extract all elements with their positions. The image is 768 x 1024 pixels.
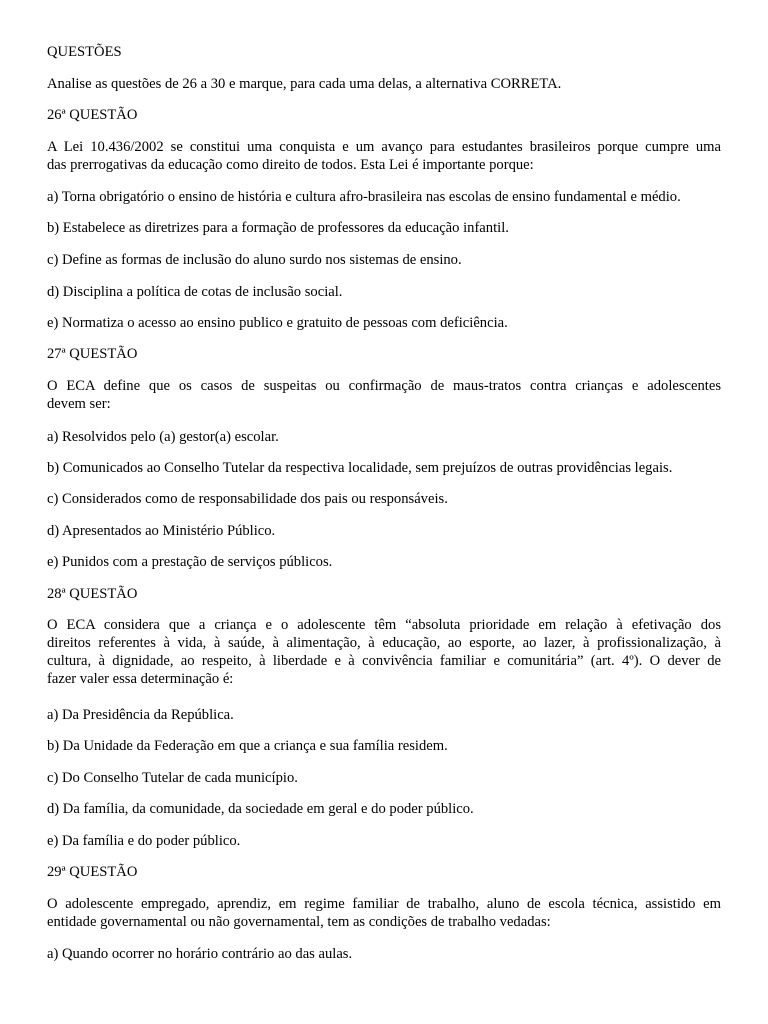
question-27-option-b: b) Comunicados ao Conselho Tutelar da respectiva localidade, sem prejuízos de outras providências legais. (47, 460, 673, 476)
question-28-stem-line-2: direitos referentes à vida, à saúde, à alimentação, à educação, ao esporte, ao lazer, à profissionalização, à (47, 635, 721, 651)
question-28-title: 28ª QUESTÃO (47, 586, 138, 602)
question-29-stem-line-1: O adolescente empregado, aprendiz, em regime familiar de trabalho, aluno de escola técnica, assistido em (47, 896, 721, 912)
question-29-option-a: a) Quando ocorrer no horário contrário ao das aulas. (47, 946, 353, 962)
question-26-stem-line-2: das prerrogativas da educação como direito de todos. Esta Lei é importante porque: (47, 157, 534, 173)
question-26-option-e: e) Normatiza o acesso ao ensino publico e gratuito de pessoas com deficiência. (47, 315, 508, 331)
question-27-option-e: e) Punidos com a prestação de serviços públicos. (47, 554, 333, 570)
question-26-title: 26ª QUESTÃO (47, 107, 138, 123)
question-28-stem-line-3: cultura, à dignidade, ao respeito, à liberdade e à convivência familiar e comunitária” (art. 4º). O dever de (47, 653, 721, 669)
question-27-stem-line-1: O ECA define que os casos de suspeitas ou confirmação de maus-tratos contra crianças e adolescentes (47, 378, 721, 394)
question-28-option-a: a) Da Presidência da República. (47, 707, 234, 723)
question-28-option-e: e) Da família e do poder público. (47, 833, 241, 849)
question-28-option-c: c) Do Conselho Tutelar de cada município. (47, 770, 298, 786)
instructions: Analise as questões de 26 a 30 e marque, para cada uma delas, a alternativa CORRETA. (47, 76, 562, 92)
question-27-option-a: a) Resolvidos pelo (a) gestor(a) escolar. (47, 429, 279, 445)
question-26-option-c: c) Define as formas de inclusão do aluno surdo nos sistemas de ensino. (47, 252, 462, 268)
question-27-stem-line-2: devem ser: (47, 396, 111, 412)
question-26-stem-line-1: A Lei 10.436/2002 se constitui uma conquista e um avanço para estudantes brasileiros porque cumpre uma (47, 139, 721, 155)
question-29-title: 29ª QUESTÃO (47, 864, 138, 880)
question-27-option-d: d) Apresentados ao Ministério Público. (47, 523, 276, 539)
question-29-stem-line-2: entidade governamental ou não governamental, tem as condições de trabalho vedadas: (47, 914, 551, 930)
question-26-option-a: a) Torna obrigatório o ensino de história e cultura afro-brasileira nas escolas de ensino fundamental e médio. (47, 189, 681, 205)
question-28-option-d: d) Da família, da comunidade, da sociedade em geral e do poder público. (47, 801, 474, 817)
document-heading: QUESTÕES (47, 44, 122, 60)
question-27-option-c: c) Considerados como de responsabilidade dos pais ou responsáveis. (47, 491, 448, 507)
question-26-option-d: d) Disciplina a política de cotas de inclusão social. (47, 284, 343, 300)
question-26-option-b: b) Estabelece as diretrizes para a formação de professores da educação infantil. (47, 220, 509, 236)
question-28-stem-line-4: fazer valer essa determinação é: (47, 671, 234, 687)
question-27-title: 27ª QUESTÃO (47, 346, 138, 362)
question-28-stem-line-1: O ECA considera que a criança e o adolescente têm “absoluta prioridade em relação à efetivação dos (47, 617, 721, 633)
question-28-option-b: b) Da Unidade da Federação em que a criança e sua família residem. (47, 738, 448, 754)
